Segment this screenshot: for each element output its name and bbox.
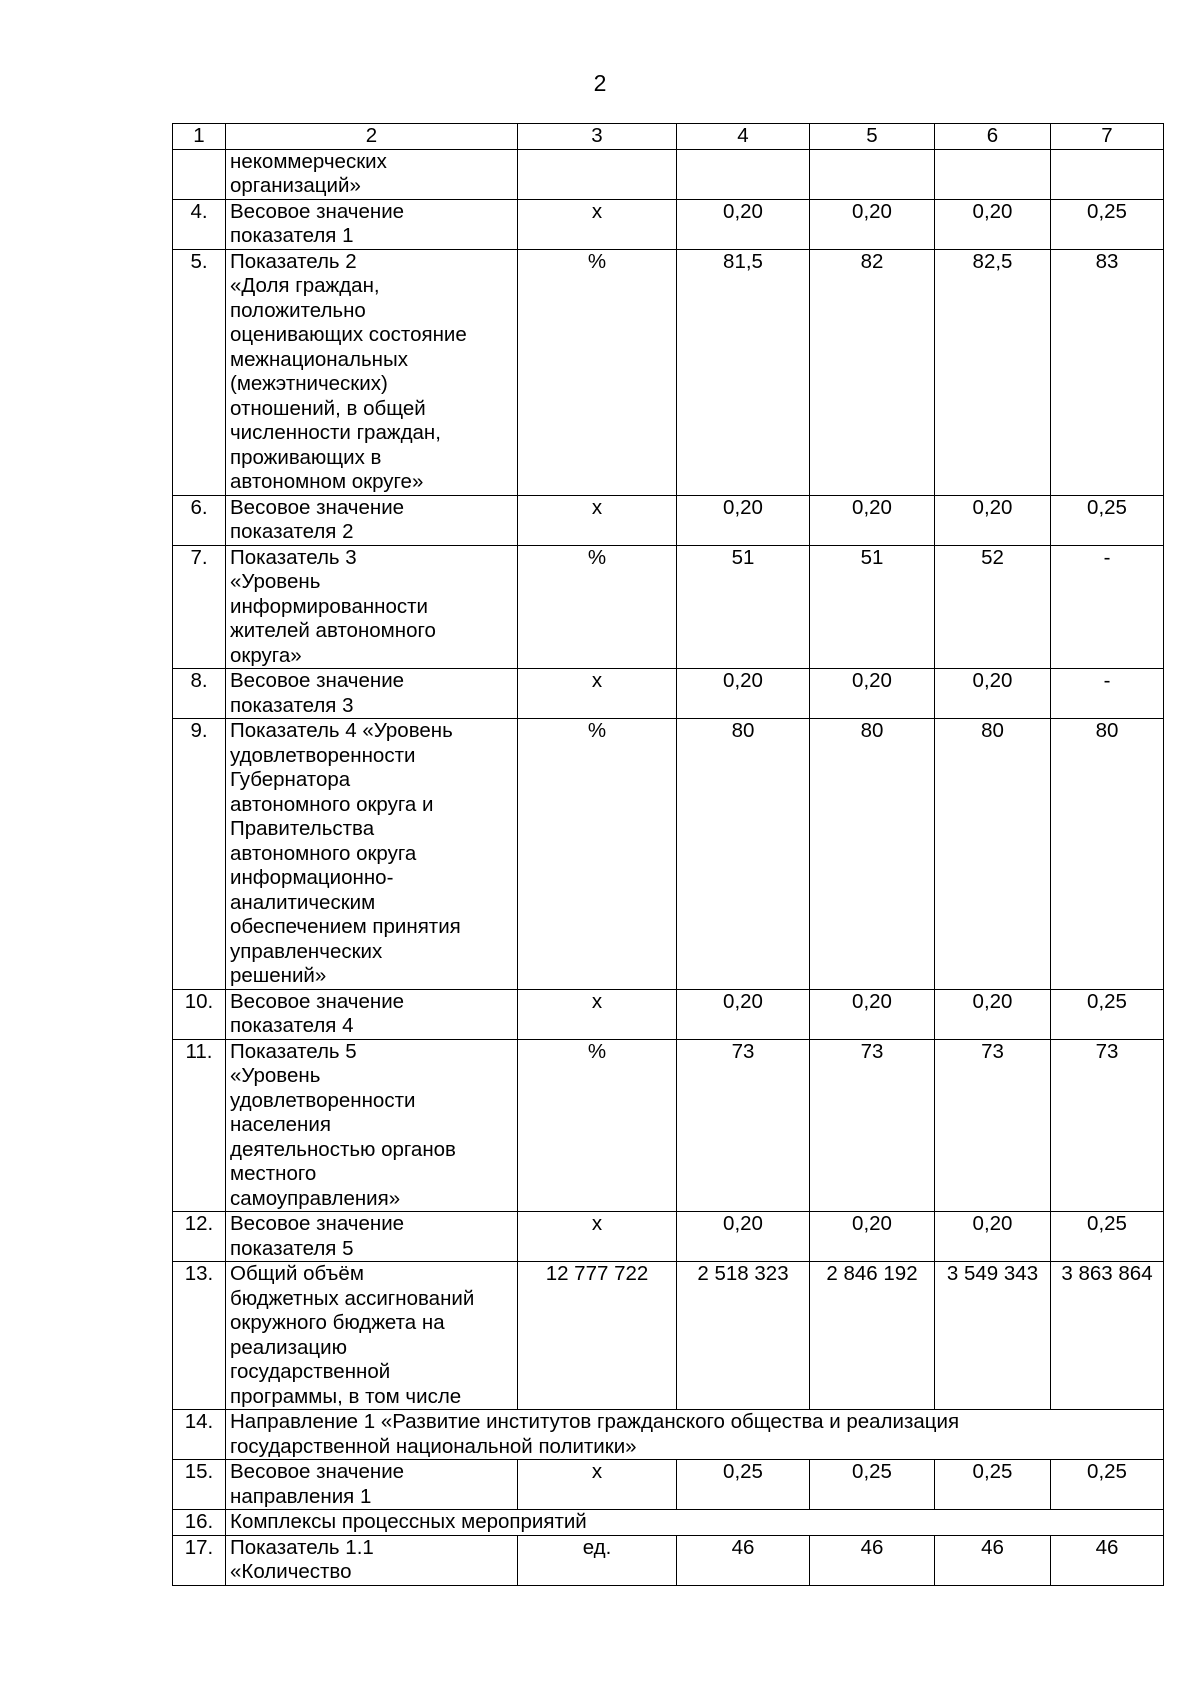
unit-cell: %	[518, 545, 677, 669]
indicator-name-line: автономного округа	[230, 841, 417, 865]
indicator-name	[226, 1262, 518, 1410]
row-number: 8.	[173, 669, 226, 719]
indicator-name	[226, 719, 518, 990]
indicator-name-line: Весовое значение	[230, 1460, 405, 1483]
value-cell-col7: 80	[1051, 719, 1164, 990]
indicator-name-line: государственной	[230, 1360, 391, 1383]
section-heading	[226, 1410, 1164, 1460]
indicator-name-line: оценивающих состояние	[230, 323, 467, 346]
indicator-name-line: удовлетворенности	[230, 1088, 416, 1112]
value-cell-col5: 0,20	[810, 199, 935, 249]
indicator-name-line: (межэтнических)	[230, 372, 388, 395]
unit-cell: х	[518, 199, 677, 249]
value-cell-col6: 3 549 343	[935, 1262, 1051, 1410]
value-cell-col7: 0,25	[1051, 989, 1164, 1039]
indicator-name-line: «Уровень	[230, 1064, 321, 1087]
table-header-row	[173, 124, 1164, 150]
indicator-name-line: Показатель 3	[230, 545, 357, 569]
unit-cell	[518, 149, 677, 199]
indicator-name	[226, 1460, 518, 1510]
table-row	[173, 719, 1164, 990]
indicator-name-line: удовлетворенности	[230, 743, 416, 767]
indicator-name-line: окружного бюджета на	[230, 1311, 445, 1334]
value-cell-col4: 0,20	[677, 199, 810, 249]
value-cell-col6: 0,20	[935, 1212, 1051, 1262]
row-number: 15.	[173, 1460, 226, 1510]
indicator-name-line: показателя 5	[230, 1236, 354, 1260]
value-cell-col6: 82,5	[935, 249, 1051, 495]
value-cell-col6: 0,20	[935, 669, 1051, 719]
indicator-name-line: Правительства	[230, 817, 375, 840]
section-heading	[226, 1510, 1164, 1536]
value-cell-col4: 46	[677, 1535, 810, 1585]
indicator-name-line: местного	[230, 1162, 317, 1185]
table-row	[173, 989, 1164, 1039]
value-cell-col7: 83	[1051, 249, 1164, 495]
indicator-name-line: управленческих	[230, 939, 383, 963]
row-number: 7.	[173, 545, 226, 669]
value-cell-col4: 0,25	[677, 1460, 810, 1510]
row-number: 9.	[173, 719, 226, 990]
table-row	[173, 1410, 1164, 1460]
value-cell-col4: 73	[677, 1039, 810, 1212]
value-cell-col4: 0,20	[677, 1212, 810, 1262]
table-body	[173, 124, 1164, 1586]
row-number: 6.	[173, 495, 226, 545]
indicator-name-line: деятельностью органов	[230, 1137, 456, 1161]
indicator-name-line: Весовое значение	[230, 495, 405, 519]
value-cell-col4: 0,20	[677, 495, 810, 545]
indicator-name	[226, 249, 518, 495]
value-cell-col6: 46	[935, 1535, 1051, 1585]
value-cell-col4: 51	[677, 545, 810, 669]
value-cell-col5: 0,20	[810, 1212, 935, 1262]
indicator-name-line: Весовое значение	[230, 989, 405, 1013]
table-row	[173, 199, 1164, 249]
indicator-name-line: показателя 4	[230, 1014, 354, 1037]
indicator-name-line: «Уровень	[230, 570, 321, 593]
row-number: 17.	[173, 1535, 226, 1585]
indicator-name-line: жителей автономного	[230, 619, 436, 642]
indicator-name	[226, 149, 518, 199]
value-cell-col4: 80	[677, 719, 810, 990]
unit-cell: х	[518, 1460, 677, 1510]
unit-cell: х	[518, 989, 677, 1039]
value-cell-col7: 0,25	[1051, 1460, 1164, 1510]
row-number: 10.	[173, 989, 226, 1039]
value-cell-col5: 82	[810, 249, 935, 495]
value-cell-col7: 46	[1051, 1535, 1164, 1585]
table-row	[173, 1510, 1164, 1536]
indicator-name-line: показателя 2	[230, 520, 354, 543]
column-header-3: 3	[518, 124, 677, 150]
value-cell-col6: 52	[935, 545, 1051, 669]
value-cell-col4	[677, 149, 810, 199]
indicator-name-line: организаций»	[230, 174, 361, 197]
page-number: 2	[593, 70, 607, 96]
row-number: 13.	[173, 1262, 226, 1410]
unit-cell: х	[518, 669, 677, 719]
value-cell-col7: 73	[1051, 1039, 1164, 1212]
indicator-name-line: решений»	[230, 964, 327, 987]
section-heading-line: Направление 1 «Развитие институтов гражданского общества и реализация	[230, 1410, 960, 1433]
value-cell-col7: 3 863 864	[1051, 1262, 1164, 1410]
indicator-name-line: межнациональных	[230, 347, 408, 371]
value-cell-col5: 2 846 192	[810, 1262, 935, 1410]
indicator-name-line: автономного округа и	[230, 792, 434, 816]
row-number: 5.	[173, 249, 226, 495]
indicator-name-line: Показатель 2	[230, 249, 357, 273]
table-row	[173, 1212, 1164, 1262]
column-header-4: 4	[677, 124, 810, 150]
indicator-name	[226, 495, 518, 545]
row-number: 16.	[173, 1510, 226, 1536]
indicator-name-line: «Доля граждан,	[230, 274, 380, 297]
table-row	[173, 545, 1164, 669]
value-cell-col5: 0,25	[810, 1460, 935, 1510]
indicator-name-line: «Количество	[230, 1560, 352, 1583]
indicator-name-line: Весовое значение	[230, 1212, 405, 1235]
indicator-name-line: Общий объём	[230, 1262, 364, 1285]
value-cell-col4: 0,20	[677, 989, 810, 1039]
indicator-name-line: самоуправления»	[230, 1186, 401, 1210]
indicator-name-line: Показатель 1.1	[230, 1535, 374, 1559]
row-number	[173, 149, 226, 199]
indicator-name-line: аналитическим	[230, 890, 376, 914]
column-header-7: 7	[1051, 124, 1164, 150]
value-cell-col5: 0,20	[810, 669, 935, 719]
table-row	[173, 495, 1164, 545]
indicator-name	[226, 545, 518, 669]
value-cell-col7: -	[1051, 669, 1164, 719]
value-cell-col6: 73	[935, 1039, 1051, 1212]
indicator-name	[226, 1039, 518, 1212]
indicator-name-line: показателя 3	[230, 693, 354, 717]
row-number: 14.	[173, 1410, 226, 1460]
value-cell-col7: 0,25	[1051, 199, 1164, 249]
indicator-name	[226, 989, 518, 1039]
table-row	[173, 149, 1164, 199]
value-cell-col6: 80	[935, 719, 1051, 990]
value-cell-col5: 51	[810, 545, 935, 669]
value-cell-col6: 0,20	[935, 199, 1051, 249]
indicator-name-line: численности граждан,	[230, 421, 441, 444]
indicator-name-line: отношений, в общей	[230, 396, 426, 420]
value-cell-col7	[1051, 149, 1164, 199]
indicator-name-line: Весовое значение	[230, 669, 405, 692]
indicator-name-line: программы, в том числе	[230, 1384, 462, 1408]
indicator-name-line: автономном округе»	[230, 470, 424, 493]
row-number: 4.	[173, 199, 226, 249]
indicator-name-line: информированности	[230, 594, 428, 618]
indicator-name-line: населения	[230, 1113, 331, 1136]
value-cell-col5: 46	[810, 1535, 935, 1585]
value-cell-col4: 2 518 323	[677, 1262, 810, 1410]
indicator-name-line: реализацию	[230, 1335, 347, 1359]
indicator-name-line: информационно-	[230, 866, 394, 889]
value-cell-col5: 0,20	[810, 989, 935, 1039]
indicator-name-line: Показатель 4 «Уровень	[230, 719, 453, 742]
column-header-1: 1	[173, 124, 226, 150]
value-cell-col5	[810, 149, 935, 199]
value-cell-col7: 0,25	[1051, 1212, 1164, 1262]
value-cell-col5: 73	[810, 1039, 935, 1212]
indicator-name-line: Губернатора	[230, 768, 351, 791]
value-cell-col4: 81,5	[677, 249, 810, 495]
unit-cell: х	[518, 495, 677, 545]
value-cell-col6: 0,25	[935, 1460, 1051, 1510]
column-header-6: 6	[935, 124, 1051, 150]
value-cell-col7: 0,25	[1051, 495, 1164, 545]
value-cell-col7: -	[1051, 545, 1164, 669]
value-cell-col5: 80	[810, 719, 935, 990]
section-heading-line: государственной национальной политики»	[230, 1434, 637, 1458]
value-cell-col6: 0,20	[935, 495, 1051, 545]
value-cell-col6	[935, 149, 1051, 199]
row-number: 11.	[173, 1039, 226, 1212]
indicator-name-line: округа»	[230, 643, 302, 667]
table-row	[173, 1460, 1164, 1510]
value-cell-col4: 0,20	[677, 669, 810, 719]
row-number: 12.	[173, 1212, 226, 1262]
unit-cell: х	[518, 1212, 677, 1262]
indicator-name	[226, 1535, 518, 1585]
indicator-name	[226, 1212, 518, 1262]
indicator-name-line: бюджетных ассигнований	[230, 1286, 475, 1310]
unit-cell: 12 777 722	[518, 1262, 677, 1410]
indicator-name	[226, 669, 518, 719]
indicator-table	[172, 123, 1164, 1586]
indicator-name-line: Весовое значение	[230, 199, 405, 223]
unit-cell: %	[518, 1039, 677, 1212]
table-row	[173, 1262, 1164, 1410]
indicator-name-line: Показатель 5	[230, 1039, 357, 1063]
value-cell-col6: 0,20	[935, 989, 1051, 1039]
indicator-name-line: обеспечением принятия	[230, 915, 461, 938]
value-cell-col5: 0,20	[810, 495, 935, 545]
indicator-name-line: проживающих в	[230, 445, 382, 469]
indicator-name-line: положительно	[230, 298, 366, 322]
column-header-2: 2	[226, 124, 518, 150]
table-row	[173, 1039, 1164, 1212]
table-row	[173, 249, 1164, 495]
indicator-name-line: некоммерческих	[230, 149, 387, 173]
table-row	[173, 669, 1164, 719]
unit-cell: ед.	[518, 1535, 677, 1585]
table-row	[173, 1535, 1164, 1585]
indicator-name-line: показателя 1	[230, 224, 354, 247]
column-header-5: 5	[810, 124, 935, 150]
unit-cell: %	[518, 719, 677, 990]
indicator-name	[226, 199, 518, 249]
section-heading-line: Комплексы процессных мероприятий	[230, 1510, 587, 1533]
indicator-name-line: направления 1	[230, 1484, 372, 1508]
unit-cell: %	[518, 249, 677, 495]
